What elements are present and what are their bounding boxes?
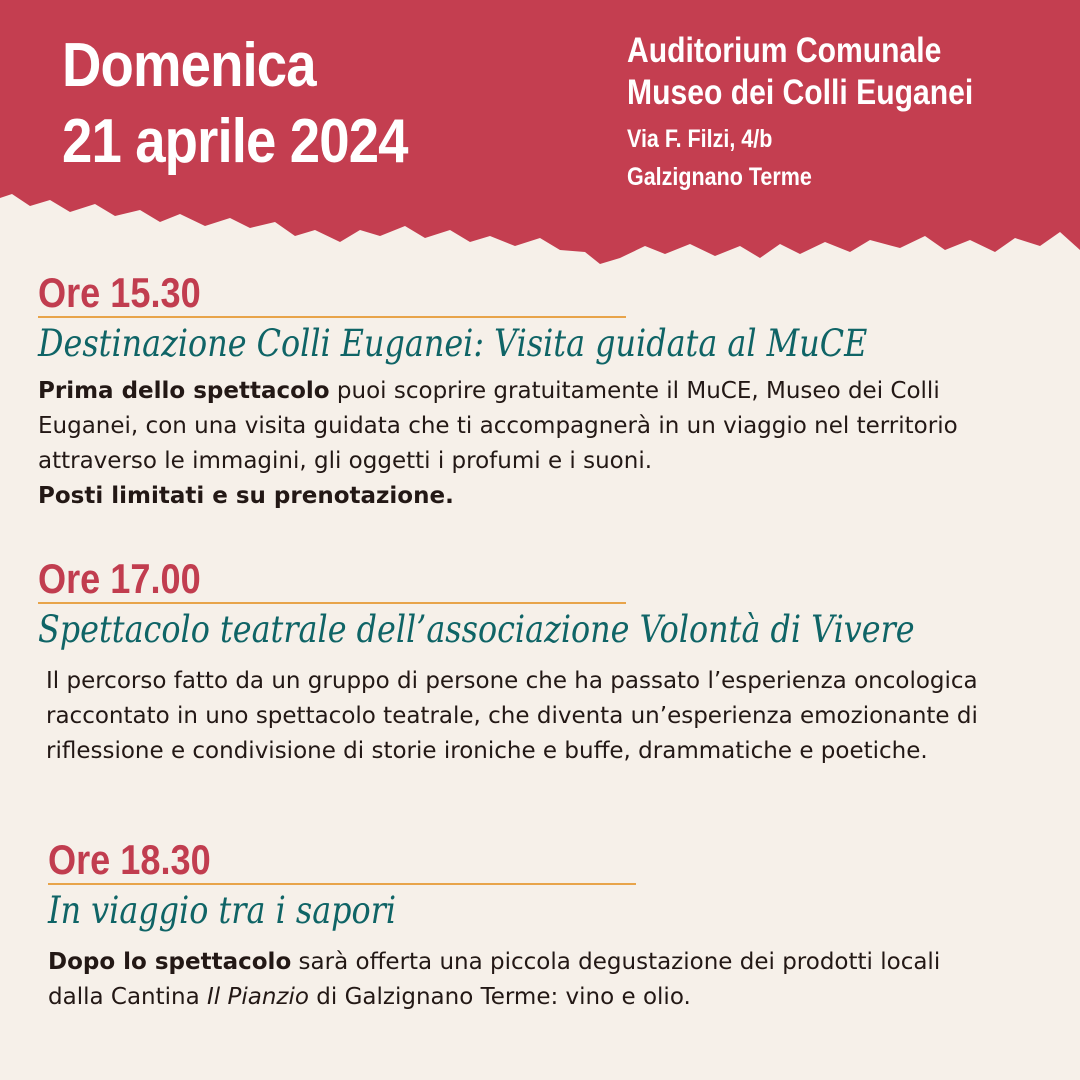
event-3 [48,837,1038,1015]
divider-rule [48,883,636,885]
winery-name: Il Pianzio [207,984,309,1010]
venue-museum: Museo dei Colli Euganei [627,73,974,112]
event-time: Ore 15.30 [38,269,201,316]
venue-town: Galzignano Terme [627,163,812,191]
event-1 [38,270,1038,514]
venue-address: Via F. Filzi, 4/b [627,125,773,153]
divider-rule [38,316,626,318]
venue-block [627,30,973,196]
event-title: Spettacolo teatrale dell’associazione Volontà di Vivere [38,608,915,651]
date-weekday: Domenica [62,31,316,100]
event-body-end: di Galzignano Terme: vino e olio. [308,984,691,1010]
venue-name: Auditorium Comunale [627,31,942,70]
event-lead: Dopo lo spettacolo [48,949,292,975]
event-description: Il percorso fatto da un gruppo di persone che ha passato l’esperienza oncologica raccontato in uno spettacolo teatrale, che diventa un’esperienza emozionante di riflessione e condivisione di storie ironiche e buffe, drammatiche e poetiche. [46,668,978,764]
date-full: 21 aprile 2024 [62,107,408,176]
event-body: puoi scoprire gratuitamente il MuCE, Museo dei Colli Euganei, con una visita guidata che ti accompagnerà in un viaggio nel territorio attraverso le immagini, gli oggetti i profumi e i suoni. [38,378,958,474]
event-description [38,374,1038,514]
event-date [62,28,408,180]
divider-rule [38,602,626,604]
event-body: sarà offerta una piccola degustazione dei prodotti locali dalla Cantina [48,949,941,1010]
event-time: Ore 18.30 [48,836,211,883]
event-note: Posti limitati e su prenotazione. [38,483,454,509]
event-title: In viaggio tra i sapori [48,889,397,932]
event-description [48,945,988,1015]
event-title: Destinazione Colli Euganei: Visita guidata al MuCE [38,322,868,365]
event-lead: Prima dello spettacolo [38,378,330,404]
event-time: Ore 17.00 [38,555,201,602]
event-2 [38,556,1078,769]
